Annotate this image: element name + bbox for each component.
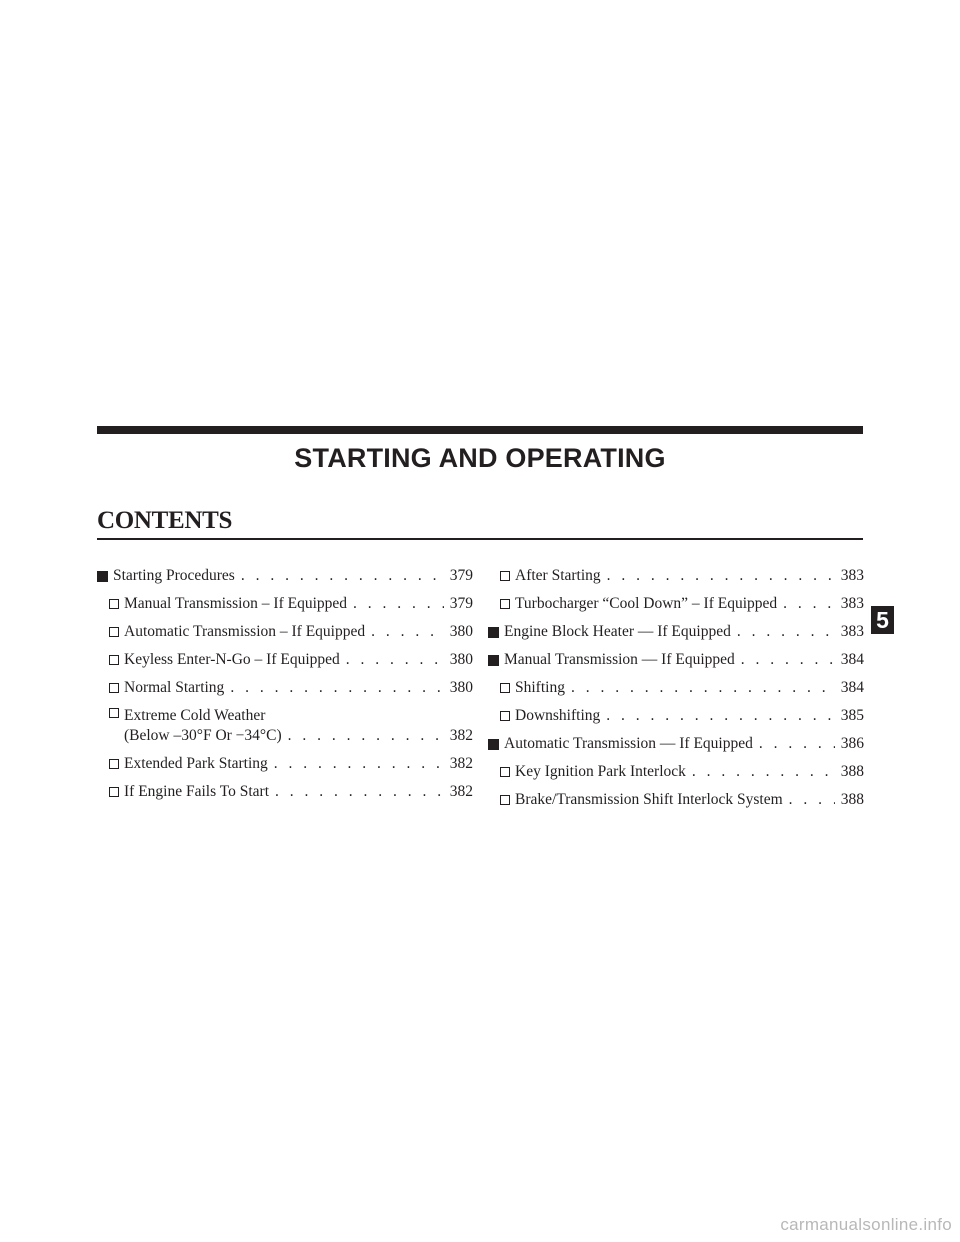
dot-leader — [288, 726, 444, 746]
toc-page-number: 380 — [449, 651, 473, 668]
toc-page-number: 380 — [449, 679, 473, 696]
dot-leader — [741, 650, 835, 670]
toc-entry-label: Automatic Transmission – If Equipped — [124, 623, 366, 640]
box-bullet-icon — [109, 787, 119, 797]
toc-page-number: 379 — [449, 595, 473, 612]
box-bullet-icon — [500, 571, 510, 581]
toc-page-number: 386 — [840, 735, 864, 752]
dot-leader — [607, 566, 835, 586]
dot-leader — [230, 678, 443, 698]
toc-entry-label: Manual Transmission – If Equipped — [124, 595, 348, 612]
toc-page-number: 383 — [840, 623, 864, 640]
toc-page-number: 385 — [840, 707, 864, 724]
square-bullet-icon — [488, 627, 499, 638]
toc-entry-label: Manual Transmission — If Equipped — [504, 651, 735, 668]
box-bullet-icon — [500, 795, 510, 805]
toc-entry[interactable] — [97, 614, 473, 642]
toc-entry[interactable] — [488, 642, 864, 670]
box-bullet-icon — [109, 683, 119, 693]
chapter-top-rule — [97, 426, 863, 434]
box-bullet-icon — [109, 759, 119, 769]
toc-entry[interactable] — [488, 670, 864, 698]
dot-leader — [606, 706, 835, 726]
dot-leader — [274, 754, 444, 774]
toc-entry-label: Extreme Cold Weather — [124, 707, 266, 724]
box-bullet-icon — [500, 711, 510, 721]
toc-page-number: 383 — [840, 595, 864, 612]
toc-entry[interactable] — [488, 782, 864, 810]
dot-leader — [275, 782, 444, 802]
dot-leader — [789, 790, 835, 810]
toc-entry-label: Brake/Transmission Shift Interlock System — [515, 791, 783, 808]
toc-entry-label: Engine Block Heater — If Equipped — [504, 623, 731, 640]
footer-watermark: carmanualsonline.info — [780, 1215, 952, 1234]
dot-leader — [571, 678, 835, 698]
toc-entry-label: Shifting — [515, 679, 565, 696]
toc-page-number: 388 — [840, 763, 864, 780]
toc-entry-label: Key Ignition Park Interlock — [515, 763, 686, 780]
toc-page-number: 383 — [840, 567, 864, 584]
toc-page-number: 382 — [449, 727, 473, 744]
contents-heading: CONTENTS — [97, 507, 233, 534]
toc-right-column — [488, 558, 864, 810]
dot-leader — [353, 594, 444, 614]
dot-leader — [737, 622, 835, 642]
toc-page-number: 382 — [449, 783, 473, 800]
toc-entry-label: Extended Park Starting — [124, 755, 268, 772]
box-bullet-icon — [500, 683, 510, 693]
dot-leader — [759, 734, 835, 754]
chapter-tab: 5 — [871, 606, 894, 634]
toc-entry[interactable] — [97, 558, 473, 586]
square-bullet-icon — [488, 739, 499, 750]
toc-entry[interactable] — [488, 698, 864, 726]
toc-entry[interactable] — [488, 726, 864, 754]
toc-entry[interactable] — [488, 754, 864, 782]
chapter-title: STARTING AND OPERATING — [294, 443, 666, 473]
toc-entry[interactable] — [488, 586, 864, 614]
toc-page-number: 380 — [449, 623, 473, 640]
square-bullet-icon — [97, 571, 108, 582]
toc-entry-label: Downshifting — [515, 707, 601, 724]
toc-left-column — [97, 558, 473, 802]
box-bullet-icon — [109, 627, 119, 637]
toc-entry[interactable] — [97, 746, 473, 774]
square-bullet-icon — [488, 655, 499, 666]
toc-page-number: 382 — [449, 755, 473, 772]
toc-entry[interactable] — [97, 642, 473, 670]
dot-leader — [692, 762, 835, 782]
toc-entry-label: Automatic Transmission — If Equipped — [504, 735, 753, 752]
toc-entry-label-line2: (Below –30°F Or −34°C) — [124, 727, 282, 744]
box-bullet-icon — [500, 767, 510, 777]
toc-entry[interactable] — [488, 614, 864, 642]
toc-entry-label: Keyless Enter-N-Go – If Equipped — [124, 651, 340, 668]
box-bullet-icon — [500, 599, 510, 609]
dot-leader — [346, 650, 444, 670]
dot-leader — [371, 622, 444, 642]
box-bullet-icon — [109, 708, 119, 718]
toc-entry[interactable] — [97, 670, 473, 698]
toc-entry-label: Turbocharger “Cool Down” – If Equipped — [515, 595, 778, 612]
toc-entry-label: Starting Procedures — [113, 567, 235, 584]
toc-page-number: 379 — [449, 567, 473, 584]
toc-page-number: 388 — [840, 791, 864, 808]
toc-entry-label: If Engine Fails To Start — [124, 783, 270, 800]
toc-entry-label: Normal Starting — [124, 679, 225, 696]
toc-entry[interactable] — [488, 558, 864, 586]
dot-leader — [241, 566, 444, 586]
toc-entry[interactable] — [97, 774, 473, 802]
toc-entry-label: After Starting — [515, 567, 601, 584]
contents-rule — [97, 538, 863, 540]
toc-page-number: 384 — [840, 651, 864, 668]
toc-page-number: 384 — [840, 679, 864, 696]
box-bullet-icon — [109, 655, 119, 665]
toc-entry[interactable] — [97, 586, 473, 614]
toc-entry[interactable] — [97, 698, 473, 746]
box-bullet-icon — [109, 599, 119, 609]
dot-leader — [783, 594, 835, 614]
